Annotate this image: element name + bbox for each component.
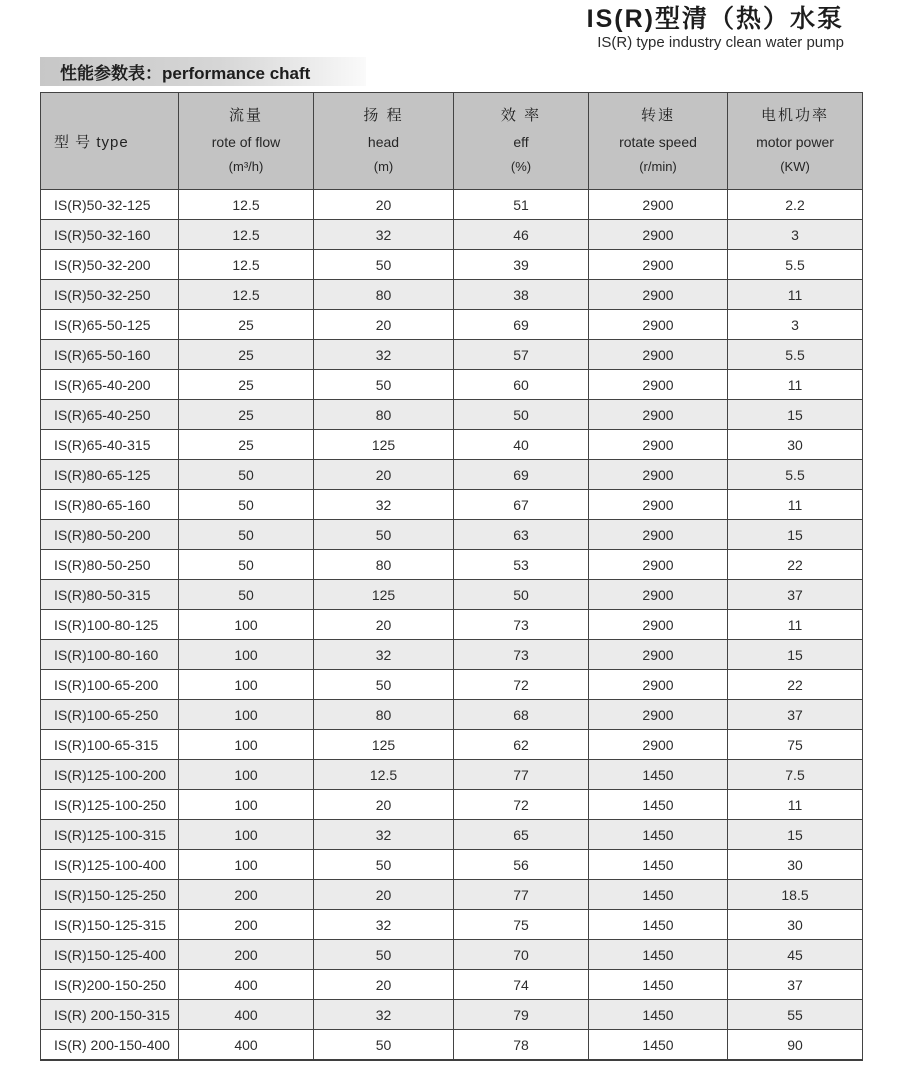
table-row: [41, 1000, 863, 1030]
header-eff-en: eff: [513, 134, 529, 150]
power-cell: 11: [728, 610, 863, 640]
header-flow-unit: (m³/h): [228, 159, 264, 174]
speed-cell: 2900: [589, 370, 728, 400]
flow-cell: 50: [179, 460, 314, 490]
eff-cell: 60: [454, 370, 589, 400]
flow-cell: 50: [179, 550, 314, 580]
table-row: [41, 880, 863, 910]
model-cell: IS(R)125-100-315: [41, 820, 179, 850]
flow-cell: 100: [179, 760, 314, 790]
flow-cell: 12.5: [179, 280, 314, 310]
head-cell: 32: [314, 1000, 454, 1030]
header-eff-unit: (%): [510, 159, 532, 174]
speed-cell: 1450: [589, 910, 728, 940]
flow-cell: 400: [179, 970, 314, 1000]
flow-cell: 25: [179, 340, 314, 370]
flow-cell: 50: [179, 520, 314, 550]
speed-cell: 2900: [589, 250, 728, 280]
table-row: [41, 1030, 863, 1061]
speed-cell: 2900: [589, 730, 728, 760]
speed-cell: 2900: [589, 280, 728, 310]
model-cell: IS(R)80-50-315: [41, 580, 179, 610]
speed-cell: 1450: [589, 820, 728, 850]
speed-cell: 2900: [589, 190, 728, 220]
head-cell: 50: [314, 850, 454, 880]
head-cell: 32: [314, 910, 454, 940]
head-cell: 125: [314, 430, 454, 460]
head-cell: 125: [314, 730, 454, 760]
model-cell: IS(R)50-32-200: [41, 250, 179, 280]
eff-cell: 67: [454, 490, 589, 520]
flow-cell: 12.5: [179, 220, 314, 250]
speed-cell: 2900: [589, 550, 728, 580]
power-cell: 15: [728, 400, 863, 430]
eff-cell: 70: [454, 940, 589, 970]
model-cell: IS(R)65-50-160: [41, 340, 179, 370]
power-cell: 11: [728, 790, 863, 820]
head-cell: 20: [314, 460, 454, 490]
page-title: IS(R)型清（热）水泵: [586, 5, 844, 33]
flow-cell: 200: [179, 910, 314, 940]
head-cell: 50: [314, 670, 454, 700]
head-cell: 80: [314, 550, 454, 580]
head-cell: 20: [314, 190, 454, 220]
header-head-unit: (m): [373, 159, 394, 174]
power-cell: 11: [728, 370, 863, 400]
model-cell: IS(R)150-125-250: [41, 880, 179, 910]
header-eff-zh: 效 率: [500, 107, 542, 124]
table-row: [41, 670, 863, 700]
flow-cell: 400: [179, 1030, 314, 1061]
speed-cell: 1450: [589, 1030, 728, 1061]
eff-cell: 73: [454, 640, 589, 670]
speed-cell: 2900: [589, 400, 728, 430]
model-cell: IS(R)125-100-250: [41, 790, 179, 820]
header-speed: [589, 93, 728, 190]
table-row: [41, 610, 863, 640]
header-speed-zh: 转速: [640, 107, 675, 124]
model-cell: IS(R)65-40-200: [41, 370, 179, 400]
speed-cell: 2900: [589, 640, 728, 670]
head-cell: 20: [314, 310, 454, 340]
page-title-block: [587, 4, 844, 52]
eff-cell: 50: [454, 580, 589, 610]
flow-cell: 50: [179, 580, 314, 610]
speed-cell: 2900: [589, 220, 728, 250]
power-cell: 37: [728, 970, 863, 1000]
table-row: [41, 790, 863, 820]
flow-cell: 25: [179, 430, 314, 460]
power-cell: 11: [728, 490, 863, 520]
power-cell: 5.5: [728, 340, 863, 370]
model-cell: IS(R)80-50-200: [41, 520, 179, 550]
model-cell: IS(R)50-32-160: [41, 220, 179, 250]
power-cell: 30: [728, 430, 863, 460]
table-row: [41, 280, 863, 310]
power-cell: 37: [728, 700, 863, 730]
speed-cell: 1450: [589, 760, 728, 790]
model-cell: IS(R)125-100-400: [41, 850, 179, 880]
table-row: [41, 730, 863, 760]
power-cell: 90: [728, 1030, 863, 1061]
table-header: [41, 93, 863, 190]
power-cell: 5.5: [728, 460, 863, 490]
header-eff: [454, 93, 589, 190]
flow-cell: 100: [179, 640, 314, 670]
power-cell: 11: [728, 280, 863, 310]
speed-cell: 2900: [589, 430, 728, 460]
power-cell: 15: [728, 820, 863, 850]
performance-table: [40, 92, 863, 1061]
head-cell: 32: [314, 340, 454, 370]
model-cell: IS(R)150-125-400: [41, 940, 179, 970]
speed-cell: 2900: [589, 460, 728, 490]
power-cell: 15: [728, 520, 863, 550]
head-cell: 32: [314, 220, 454, 250]
eff-cell: 69: [454, 310, 589, 340]
page-subtitle: IS(R) type industry clean water pump: [597, 34, 844, 51]
power-cell: 75: [728, 730, 863, 760]
table-header-row: [41, 93, 863, 190]
head-cell: 32: [314, 640, 454, 670]
head-cell: 32: [314, 490, 454, 520]
eff-cell: 57: [454, 340, 589, 370]
header-power-en: motor power: [756, 134, 834, 150]
flow-cell: 200: [179, 940, 314, 970]
header-flow: [179, 93, 314, 190]
model-cell: IS(R)65-50-125: [41, 310, 179, 340]
head-cell: 80: [314, 700, 454, 730]
speed-cell: 1450: [589, 850, 728, 880]
eff-cell: 72: [454, 790, 589, 820]
model-cell: IS(R)100-65-315: [41, 730, 179, 760]
model-cell: IS(R)100-65-200: [41, 670, 179, 700]
table-row: [41, 820, 863, 850]
flow-cell: 400: [179, 1000, 314, 1030]
eff-cell: 53: [454, 550, 589, 580]
speed-cell: 2900: [589, 310, 728, 340]
power-cell: 3: [728, 310, 863, 340]
head-cell: 80: [314, 400, 454, 430]
eff-cell: 68: [454, 700, 589, 730]
header-power-unit: (KW): [780, 159, 810, 174]
eff-cell: 72: [454, 670, 589, 700]
section-header-bar: [40, 57, 366, 86]
table-row: [41, 850, 863, 880]
header-head-zh: 扬 程: [363, 107, 404, 124]
power-cell: 22: [728, 670, 863, 700]
eff-cell: 79: [454, 1000, 589, 1030]
table-row: [41, 760, 863, 790]
table-row: [41, 340, 863, 370]
flow-cell: 12.5: [179, 190, 314, 220]
table-row: [41, 310, 863, 340]
eff-cell: 75: [454, 910, 589, 940]
eff-cell: 63: [454, 520, 589, 550]
head-cell: 125: [314, 580, 454, 610]
table-row: [41, 250, 863, 280]
header-head-en: head: [367, 134, 400, 150]
model-cell: IS(R)65-40-250: [41, 400, 179, 430]
header-speed-unit: (r/min): [639, 159, 677, 174]
power-cell: 30: [728, 850, 863, 880]
model-cell: IS(R)100-80-125: [41, 610, 179, 640]
model-cell: IS(R)200-150-250: [41, 970, 179, 1000]
speed-cell: 1450: [589, 970, 728, 1000]
head-cell: 32: [314, 820, 454, 850]
head-cell: 50: [314, 520, 454, 550]
model-cell: IS(R)80-65-125: [41, 460, 179, 490]
eff-cell: 51: [454, 190, 589, 220]
speed-cell: 2900: [589, 670, 728, 700]
table-row: [41, 400, 863, 430]
flow-cell: 200: [179, 880, 314, 910]
eff-cell: 69: [454, 460, 589, 490]
table-body: [41, 190, 863, 1061]
model-cell: IS(R)150-125-315: [41, 910, 179, 940]
flow-cell: 12.5: [179, 250, 314, 280]
head-cell: 20: [314, 790, 454, 820]
model-cell: IS(R)100-65-250: [41, 700, 179, 730]
model-cell: IS(R)125-100-200: [41, 760, 179, 790]
header-model: 型 号 type: [41, 93, 179, 190]
model-cell: IS(R)100-80-160: [41, 640, 179, 670]
model-cell: IS(R)65-40-315: [41, 430, 179, 460]
table-row: [41, 370, 863, 400]
table-row: [41, 700, 863, 730]
speed-cell: 2900: [589, 610, 728, 640]
power-cell: 3: [728, 220, 863, 250]
table-row: [41, 460, 863, 490]
power-cell: 18.5: [728, 880, 863, 910]
flow-cell: 100: [179, 670, 314, 700]
table-row: [41, 490, 863, 520]
header-flow-zh: 流量: [228, 107, 263, 124]
table-row: [41, 580, 863, 610]
table-row: [41, 970, 863, 1000]
eff-cell: 38: [454, 280, 589, 310]
speed-cell: 2900: [589, 580, 728, 610]
head-cell: 50: [314, 1030, 454, 1061]
header-flow-en: rote of flow: [211, 134, 281, 150]
speed-cell: 1450: [589, 880, 728, 910]
flow-cell: 25: [179, 370, 314, 400]
speed-cell: 2900: [589, 700, 728, 730]
table-row: [41, 940, 863, 970]
header-power: [728, 93, 863, 190]
eff-cell: 39: [454, 250, 589, 280]
table-row: [41, 550, 863, 580]
table-row: [41, 430, 863, 460]
eff-cell: 77: [454, 760, 589, 790]
head-cell: 20: [314, 880, 454, 910]
eff-cell: 65: [454, 820, 589, 850]
eff-cell: 50: [454, 400, 589, 430]
head-cell: 12.5: [314, 760, 454, 790]
power-cell: 37: [728, 580, 863, 610]
model-cell: IS(R)80-65-160: [41, 490, 179, 520]
table-row: [41, 220, 863, 250]
eff-cell: 46: [454, 220, 589, 250]
table-row: [41, 520, 863, 550]
header-speed-en: rotate speed: [619, 134, 697, 150]
power-cell: 7.5: [728, 760, 863, 790]
table-row: [41, 640, 863, 670]
head-cell: 80: [314, 280, 454, 310]
speed-cell: 2900: [589, 490, 728, 520]
table-row: [41, 190, 863, 220]
speed-cell: 2900: [589, 340, 728, 370]
flow-cell: 25: [179, 400, 314, 430]
eff-cell: 62: [454, 730, 589, 760]
flow-cell: 100: [179, 820, 314, 850]
header-power-zh: 电机功率: [760, 107, 829, 124]
power-cell: 5.5: [728, 250, 863, 280]
power-cell: 45: [728, 940, 863, 970]
head-cell: 20: [314, 970, 454, 1000]
model-cell: IS(R)50-32-125: [41, 190, 179, 220]
flow-cell: 100: [179, 850, 314, 880]
table-row: [41, 910, 863, 940]
flow-cell: 100: [179, 700, 314, 730]
flow-cell: 100: [179, 610, 314, 640]
eff-cell: 78: [454, 1030, 589, 1061]
header-head: [314, 93, 454, 190]
power-cell: 2.2: [728, 190, 863, 220]
model-cell: IS(R)50-32-250: [41, 280, 179, 310]
model-cell: IS(R)80-50-250: [41, 550, 179, 580]
head-cell: 50: [314, 940, 454, 970]
speed-cell: 2900: [589, 520, 728, 550]
eff-cell: 77: [454, 880, 589, 910]
head-cell: 20: [314, 610, 454, 640]
power-cell: 30: [728, 910, 863, 940]
speed-cell: 1450: [589, 940, 728, 970]
eff-cell: 74: [454, 970, 589, 1000]
model-cell: IS(R) 200-150-315: [41, 1000, 179, 1030]
section-header-label: 性能参数表：performance chaft: [60, 64, 311, 83]
power-cell: 55: [728, 1000, 863, 1030]
power-cell: 22: [728, 550, 863, 580]
flow-cell: 100: [179, 730, 314, 760]
head-cell: 50: [314, 250, 454, 280]
eff-cell: 40: [454, 430, 589, 460]
eff-cell: 56: [454, 850, 589, 880]
power-cell: 15: [728, 640, 863, 670]
head-cell: 50: [314, 370, 454, 400]
model-cell: IS(R) 200-150-400: [41, 1030, 179, 1061]
flow-cell: 25: [179, 310, 314, 340]
flow-cell: 50: [179, 490, 314, 520]
speed-cell: 1450: [589, 790, 728, 820]
eff-cell: 73: [454, 610, 589, 640]
speed-cell: 1450: [589, 1000, 728, 1030]
flow-cell: 100: [179, 790, 314, 820]
